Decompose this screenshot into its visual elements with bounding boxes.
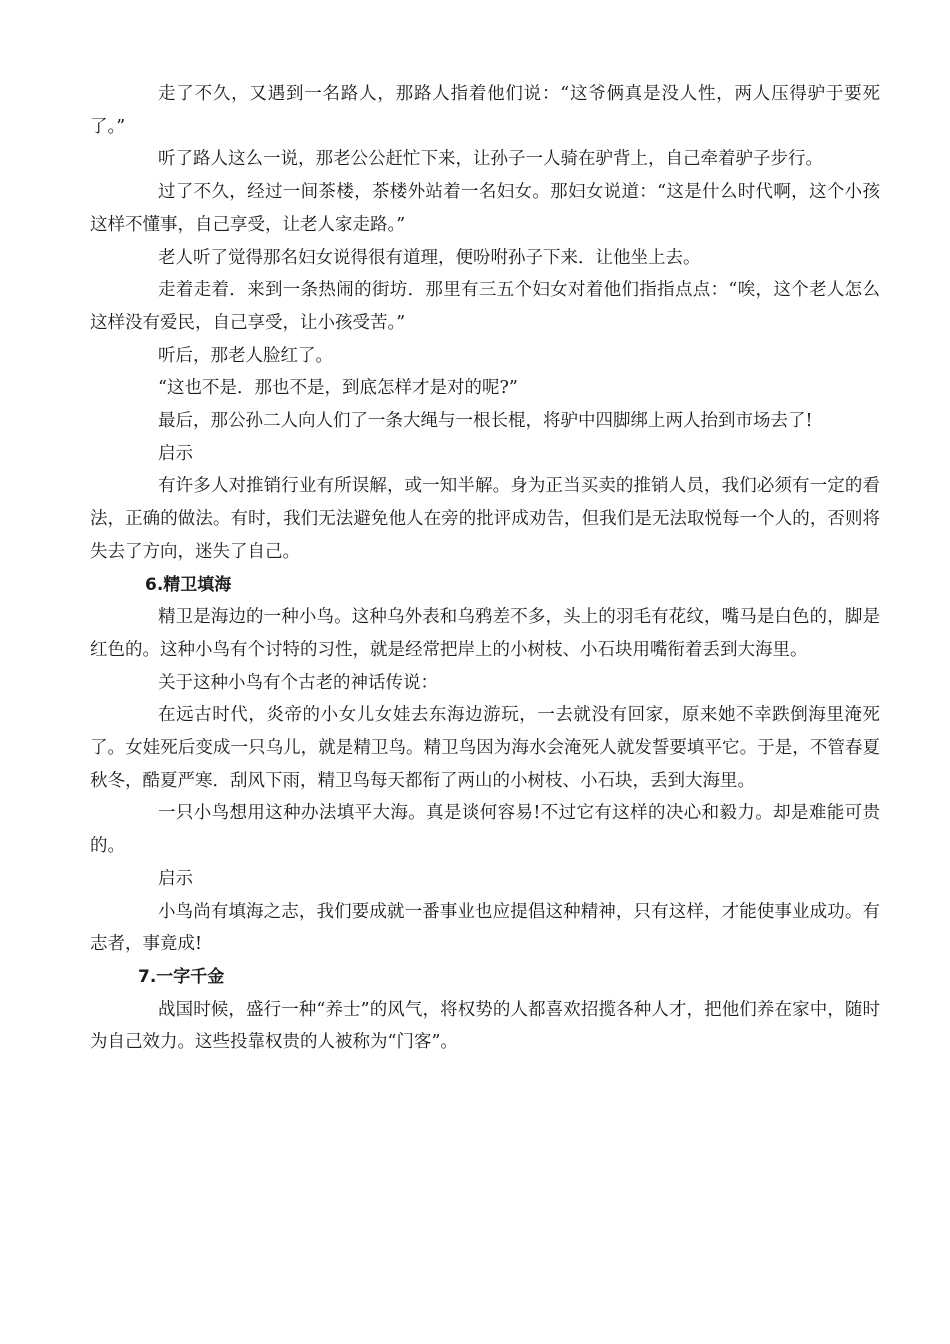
section-heading: 6.精卫填海 [145, 574, 232, 595]
paragraph: 在远古时代，炎帝的小女儿女娃去东海边游玩，一去就没有回家，原来她不幸跌倒海里淹死了。女娃死后变成一只乌儿，就是精卫鸟。精卫鸟因为海水会淹死人就发誓要填平它。于是，不管春夏秋冬，酷夏严寒．刮风下雨，精卫鸟每天都衔了两山的小树枝、小石块，丢到大海里。 [90, 705, 880, 791]
section-heading: 7.一字千金 [138, 966, 225, 987]
paragraph: 走了不久，又遇到一名路人，那路人指着他们说：“这爷俩真是没人性，两人压得驴于要死了。” [90, 84, 880, 137]
paragraph: 精卫是海边的一种小鸟。这种乌外表和乌鸦差不多，头上的羽毛有花纹，嘴马是白色的，脚是红色的。这种小鸟有个讨特的习性，就是经常把岸上的小树枝、小石块用嘴衔着丢到大海里。 [90, 607, 880, 660]
paragraph: 最后，那公孙二人向人们了一条大绳与一根长棍，将驴中四脚绑上两人抬到市场去了! [158, 411, 813, 432]
paragraph: 老人听了觉得那名妇女说得很有道理，便吩咐孙子下来．让他坐上去。 [158, 247, 701, 268]
paragraph: 关于这种小鸟有个古老的神话传说： [158, 672, 438, 693]
paragraph: 战国时候，盛行一种“养士”的风气，将权势的人都喜欢招揽各种人才，把他们养在家中，随时为自己效力。这些投靠权贵的人被称为“门客”。 [90, 999, 880, 1053]
paragraph: 听后，那老人脸红了。 [158, 345, 333, 366]
paragraph: 小鸟尚有填海之志，我们要成就一番事业也应提倡这种精神，只有这样，才能使事业成功。有志者，事竟成! [90, 901, 880, 955]
paragraph: 走着走着．来到一条热闹的街坊．那里有三五个妇女对着他们指指点点：“唉，这个老人怎么这样没有爱民，自己享受，让小孩受苦。” [90, 280, 880, 333]
revelation-label: 启示 [158, 868, 193, 889]
paragraph: 有许多人对推销行业有所误解，或一知半解。身为正当买卖的推销人员，我们必须有一定的看法，正确的做法。有时，我们无法避免他人在旁的批评成劝告，但我们是无法取悦每一个人的，否则将失去了方向，迷失了自己。 [90, 476, 880, 562]
paragraph: 听了路人这么一说，那老公公赶忙下来，让孙子一人骑在驴背上，自己牵着驴子步行。 [158, 149, 823, 170]
revelation-label: 启示 [158, 443, 193, 464]
paragraph: 过了不久，经过一间茶楼，茶楼外站着一名妇女。那妇女说道：“这是什么时代啊，这个小孩这样不懂事，自己享受，让老人家走路。” [90, 182, 880, 235]
paragraph: “这也不是．那也不是，到底怎样才是对的呢?” [158, 378, 518, 399]
paragraph: 一只小鸟想用这种办法填平大海。真是谈何容易!不过它有这样的决心和毅力。却是难能可贵的。 [90, 803, 880, 857]
